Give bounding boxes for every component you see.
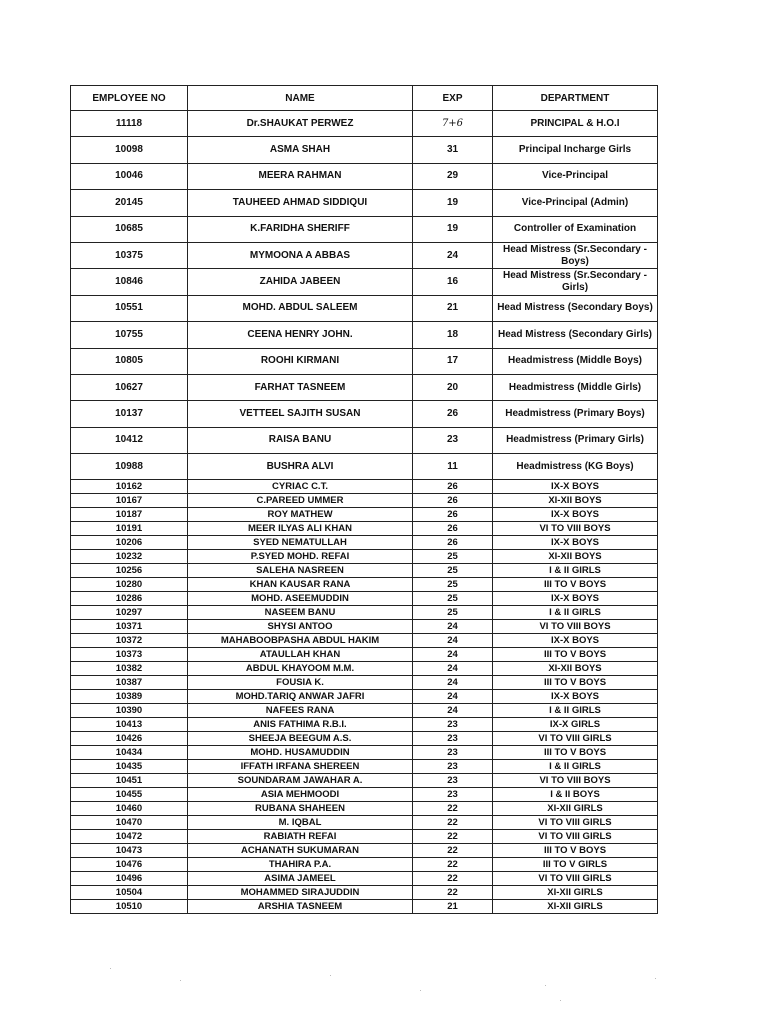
cell-exp: 24: [413, 634, 493, 648]
cell-name: MOHD. ABDUL SALEEM: [188, 295, 413, 321]
cell-employee-no: 10373: [71, 648, 188, 662]
cell-name: MOHAMMED SIRAJUDDIN: [188, 886, 413, 900]
cell-department: VI TO VIII BOYS: [493, 620, 658, 634]
cell-department: VI TO VIII GIRLS: [493, 830, 658, 844]
table-row: [71, 242, 658, 268]
cell-department: Head Mistress (Secondary Boys): [493, 295, 658, 321]
cell-exp: 23: [413, 760, 493, 774]
table-row: [71, 886, 658, 900]
cell-employee-no: 10685: [71, 216, 188, 242]
cell-name: M. IQBAL: [188, 816, 413, 830]
cell-exp: 20: [413, 374, 493, 400]
cell-name: ZAHIDA JABEEN: [188, 269, 413, 295]
cell-exp: 18: [413, 322, 493, 348]
cell-employee-no: 11118: [71, 111, 188, 137]
cell-department: VI TO VIII GIRLS: [493, 872, 658, 886]
cell-department: I & II GIRLS: [493, 760, 658, 774]
cell-department: VI TO VIII BOYS: [493, 522, 658, 536]
cell-name: SHEEJA BEEGUM A.S.: [188, 732, 413, 746]
cell-name: MOHD. ASEEMUDDIN: [188, 592, 413, 606]
cell-name: ANIS FATHIMA R.B.I.: [188, 718, 413, 732]
cell-exp: 25: [413, 578, 493, 592]
table-row: [71, 844, 658, 858]
cell-employee-no: 10389: [71, 690, 188, 704]
table-row: [71, 690, 658, 704]
cell-name: ATAULLAH KHAN: [188, 648, 413, 662]
cell-name: TAUHEED AHMAD SIDDIQUI: [188, 190, 413, 216]
cell-employee-no: 10191: [71, 522, 188, 536]
cell-name: K.FARIDHA SHERIFF: [188, 216, 413, 242]
table-row: [71, 322, 658, 348]
cell-employee-no: 10472: [71, 830, 188, 844]
cell-exp: 26: [413, 508, 493, 522]
cell-name: ACHANATH SUKUMARAN: [188, 844, 413, 858]
cell-exp: 24: [413, 620, 493, 634]
cell-department: Headmistress (Middle Girls): [493, 374, 658, 400]
table-row: [71, 427, 658, 453]
table-header-row: [71, 86, 658, 111]
table-row: [71, 788, 658, 802]
cell-department: IX-X BOYS: [493, 480, 658, 494]
table-row: [71, 295, 658, 321]
cell-exp: 22: [413, 872, 493, 886]
cell-name: KHAN KAUSAR RANA: [188, 578, 413, 592]
cell-department: Vice-Principal (Admin): [493, 190, 658, 216]
staff-table: [70, 85, 658, 914]
cell-employee-no: 10375: [71, 242, 188, 268]
cell-name: MOHD.TARIQ ANWAR JAFRI: [188, 690, 413, 704]
cell-exp: 24: [413, 242, 493, 268]
cell-name: VETTEEL SAJITH SUSAN: [188, 401, 413, 427]
cell-department: XI-XII BOYS: [493, 662, 658, 676]
cell-exp: 17: [413, 348, 493, 374]
cell-name: MYMOONA A ABBAS: [188, 242, 413, 268]
cell-employee-no: 10297: [71, 606, 188, 620]
cell-employee-no: 10280: [71, 578, 188, 592]
cell-exp: 25: [413, 606, 493, 620]
cell-name: ROOHI KIRMANI: [188, 348, 413, 374]
table-row: [71, 802, 658, 816]
table-row: [71, 137, 658, 163]
cell-exp: 26: [413, 480, 493, 494]
cell-employee-no: 10206: [71, 536, 188, 550]
cell-employee-no: 10232: [71, 550, 188, 564]
cell-exp: 7+6: [413, 111, 493, 137]
cell-employee-no: 10434: [71, 746, 188, 760]
cell-name: P.SYED MOHD. REFAI: [188, 550, 413, 564]
cell-department: III TO V BOYS: [493, 844, 658, 858]
cell-exp: 26: [413, 522, 493, 536]
cell-exp: 23: [413, 718, 493, 732]
cell-employee-no: 10551: [71, 295, 188, 321]
cell-department: Headmistress (Primary Boys): [493, 401, 658, 427]
cell-department: XI-XII BOYS: [493, 550, 658, 564]
cell-department: PRINCIPAL & H.O.I: [493, 111, 658, 137]
table-row: [71, 190, 658, 216]
cell-name: C.PAREED UMMER: [188, 494, 413, 508]
cell-department: Headmistress (KG Boys): [493, 454, 658, 480]
cell-name: SOUNDARAM JAWAHAR A.: [188, 774, 413, 788]
cell-exp: 11: [413, 454, 493, 480]
cell-name: MEERA RAHMAN: [188, 163, 413, 189]
cell-name: FARHAT TASNEEM: [188, 374, 413, 400]
cell-exp: 22: [413, 858, 493, 872]
cell-department: III TO V BOYS: [493, 578, 658, 592]
cell-employee-no: 10496: [71, 872, 188, 886]
cell-name: NASEEM BANU: [188, 606, 413, 620]
cell-exp: 23: [413, 788, 493, 802]
cell-department: VI TO VIII GIRLS: [493, 816, 658, 830]
cell-name: RABIATH REFAI: [188, 830, 413, 844]
table-row: [71, 163, 658, 189]
cell-department: XI-XII GIRLS: [493, 886, 658, 900]
cell-employee-no: 10805: [71, 348, 188, 374]
cell-department: IX-X GIRLS: [493, 718, 658, 732]
cell-employee-no: 10510: [71, 900, 188, 914]
cell-employee-no: 10627: [71, 374, 188, 400]
cell-department: III TO V BOYS: [493, 648, 658, 662]
cell-department: VI TO VIII GIRLS: [493, 732, 658, 746]
table-row: [71, 816, 658, 830]
cell-name: SALEHA NASREEN: [188, 564, 413, 578]
cell-employee-no: 10256: [71, 564, 188, 578]
cell-employee-no: 10371: [71, 620, 188, 634]
cell-employee-no: 10451: [71, 774, 188, 788]
table-row: [71, 620, 658, 634]
cell-name: ASIA MEHMOODI: [188, 788, 413, 802]
table-row: [71, 830, 658, 844]
table-row: [71, 508, 658, 522]
cell-employee-no: 10504: [71, 886, 188, 900]
cell-exp: 25: [413, 592, 493, 606]
cell-department: I & II GIRLS: [493, 704, 658, 718]
cell-department: VI TO VIII BOYS: [493, 774, 658, 788]
cell-department: Headmistress (Middle Boys): [493, 348, 658, 374]
table-row: [71, 648, 658, 662]
cell-exp: 31: [413, 137, 493, 163]
table-row: [71, 401, 658, 427]
cell-department: XI-XII GIRLS: [493, 802, 658, 816]
cell-employee-no: 10286: [71, 592, 188, 606]
cell-exp: 22: [413, 844, 493, 858]
table-row: [71, 269, 658, 295]
cell-employee-no: 10455: [71, 788, 188, 802]
staff-list-sheet: [70, 85, 657, 914]
table-row: [71, 494, 658, 508]
cell-exp: 19: [413, 190, 493, 216]
cell-name: ARSHIA TASNEEM: [188, 900, 413, 914]
cell-employee-no: 10390: [71, 704, 188, 718]
cell-exp: 26: [413, 401, 493, 427]
cell-department: Head Mistress (Sr.Secondary - Boys): [493, 242, 658, 268]
cell-department: Headmistress (Primary Girls): [493, 427, 658, 453]
cell-exp: 24: [413, 704, 493, 718]
cell-employee-no: 10187: [71, 508, 188, 522]
cell-employee-no: 10387: [71, 676, 188, 690]
cell-employee-no: 10755: [71, 322, 188, 348]
cell-employee-no: 20145: [71, 190, 188, 216]
table-row: [71, 536, 658, 550]
cell-department: III TO V BOYS: [493, 676, 658, 690]
cell-exp: 24: [413, 648, 493, 662]
cell-department: I & II GIRLS: [493, 606, 658, 620]
table-row: [71, 746, 658, 760]
cell-exp: 24: [413, 676, 493, 690]
cell-employee-no: 10846: [71, 269, 188, 295]
table-row: [71, 704, 658, 718]
cell-exp: 29: [413, 163, 493, 189]
table-row: [71, 592, 658, 606]
cell-employee-no: 10460: [71, 802, 188, 816]
cell-employee-no: 10046: [71, 163, 188, 189]
cell-department: Head Mistress (Sr.Secondary - Girls): [493, 269, 658, 295]
cell-department: III TO V GIRLS: [493, 858, 658, 872]
cell-department: Vice-Principal: [493, 163, 658, 189]
cell-exp: 23: [413, 774, 493, 788]
cell-employee-no: 10372: [71, 634, 188, 648]
table-row: [71, 348, 658, 374]
cell-department: I & II BOYS: [493, 788, 658, 802]
table-row: [71, 676, 658, 690]
teaching-staff-rows: [71, 480, 658, 914]
table-row: [71, 111, 658, 137]
cell-name: IFFATH IRFANA SHEREEN: [188, 760, 413, 774]
cell-name: THAHIRA P.A.: [188, 858, 413, 872]
cell-exp: 21: [413, 295, 493, 321]
table-row: [71, 374, 658, 400]
cell-name: MEER ILYAS ALI KHAN: [188, 522, 413, 536]
cell-department: XI-XII GIRLS: [493, 900, 658, 914]
cell-employee-no: 10435: [71, 760, 188, 774]
cell-department: Principal Incharge Girls: [493, 137, 658, 163]
cell-department: III TO V BOYS: [493, 746, 658, 760]
cell-name: MOHD. HUSAMUDDIN: [188, 746, 413, 760]
cell-name: ROY MATHEW: [188, 508, 413, 522]
cell-exp: 19: [413, 216, 493, 242]
cell-name: ASIMA JAMEEL: [188, 872, 413, 886]
table-row: [71, 900, 658, 914]
cell-department: IX-X BOYS: [493, 508, 658, 522]
cell-employee-no: 10162: [71, 480, 188, 494]
cell-exp: 26: [413, 494, 493, 508]
cell-department: Controller of Examination: [493, 216, 658, 242]
cell-department: IX-X BOYS: [493, 634, 658, 648]
cell-name: MAHABOOBPASHA ABDUL HAKIM: [188, 634, 413, 648]
cell-employee-no: 10098: [71, 137, 188, 163]
table-row: [71, 480, 658, 494]
cell-department: XI-XII BOYS: [493, 494, 658, 508]
table-row: [71, 634, 658, 648]
cell-name: RAISA BANU: [188, 427, 413, 453]
table-row: [71, 662, 658, 676]
cell-department: I & II GIRLS: [493, 564, 658, 578]
cell-exp: 22: [413, 886, 493, 900]
table-row: [71, 606, 658, 620]
cell-exp: 23: [413, 732, 493, 746]
table-row: [71, 774, 658, 788]
cell-name: Dr.SHAUKAT PERWEZ: [188, 111, 413, 137]
cell-name: FOUSIA K.: [188, 676, 413, 690]
header-exp: EXP: [413, 86, 493, 111]
table-row: [71, 872, 658, 886]
cell-name: RUBANA SHAHEEN: [188, 802, 413, 816]
cell-name: CEENA HENRY JOHN.: [188, 322, 413, 348]
cell-name: BUSHRA ALVI: [188, 454, 413, 480]
cell-exp: 16: [413, 269, 493, 295]
cell-employee-no: 10167: [71, 494, 188, 508]
table-row: [71, 522, 658, 536]
cell-employee-no: 10473: [71, 844, 188, 858]
table-row: [71, 578, 658, 592]
cell-employee-no: 10426: [71, 732, 188, 746]
table-row: [71, 454, 658, 480]
header-department: DEPARTMENT: [493, 86, 658, 111]
cell-exp: 22: [413, 802, 493, 816]
cell-department: IX-X BOYS: [493, 690, 658, 704]
cell-exp: 23: [413, 746, 493, 760]
cell-employee-no: 10412: [71, 427, 188, 453]
senior-staff-rows: [71, 111, 658, 480]
cell-exp: 23: [413, 427, 493, 453]
cell-exp: 22: [413, 816, 493, 830]
cell-employee-no: 10988: [71, 454, 188, 480]
cell-employee-no: 10413: [71, 718, 188, 732]
cell-department: Head Mistress (Secondary Girls): [493, 322, 658, 348]
table-row: [71, 718, 658, 732]
cell-exp: 25: [413, 564, 493, 578]
cell-employee-no: 10382: [71, 662, 188, 676]
cell-name: ABDUL KHAYOOM M.M.: [188, 662, 413, 676]
cell-name: SYED NEMATULLAH: [188, 536, 413, 550]
cell-employee-no: 10470: [71, 816, 188, 830]
table-row: [71, 760, 658, 774]
cell-employee-no: 10137: [71, 401, 188, 427]
cell-name: ASMA SHAH: [188, 137, 413, 163]
table-row: [71, 216, 658, 242]
cell-department: IX-X BOYS: [493, 592, 658, 606]
cell-exp: 21: [413, 900, 493, 914]
cell-exp: 26: [413, 536, 493, 550]
header-name: NAME: [188, 86, 413, 111]
cell-exp: 25: [413, 550, 493, 564]
cell-employee-no: 10476: [71, 858, 188, 872]
cell-exp: 24: [413, 662, 493, 676]
cell-exp: 24: [413, 690, 493, 704]
cell-name: NAFEES RANA: [188, 704, 413, 718]
header-employee-no: EMPLOYEE NO: [71, 86, 188, 111]
cell-department: IX-X BOYS: [493, 536, 658, 550]
table-row: [71, 550, 658, 564]
table-row: [71, 564, 658, 578]
cell-exp: 22: [413, 830, 493, 844]
cell-name: SHYSI ANTOO: [188, 620, 413, 634]
cell-name: CYRIAC C.T.: [188, 480, 413, 494]
table-row: [71, 732, 658, 746]
table-row: [71, 858, 658, 872]
